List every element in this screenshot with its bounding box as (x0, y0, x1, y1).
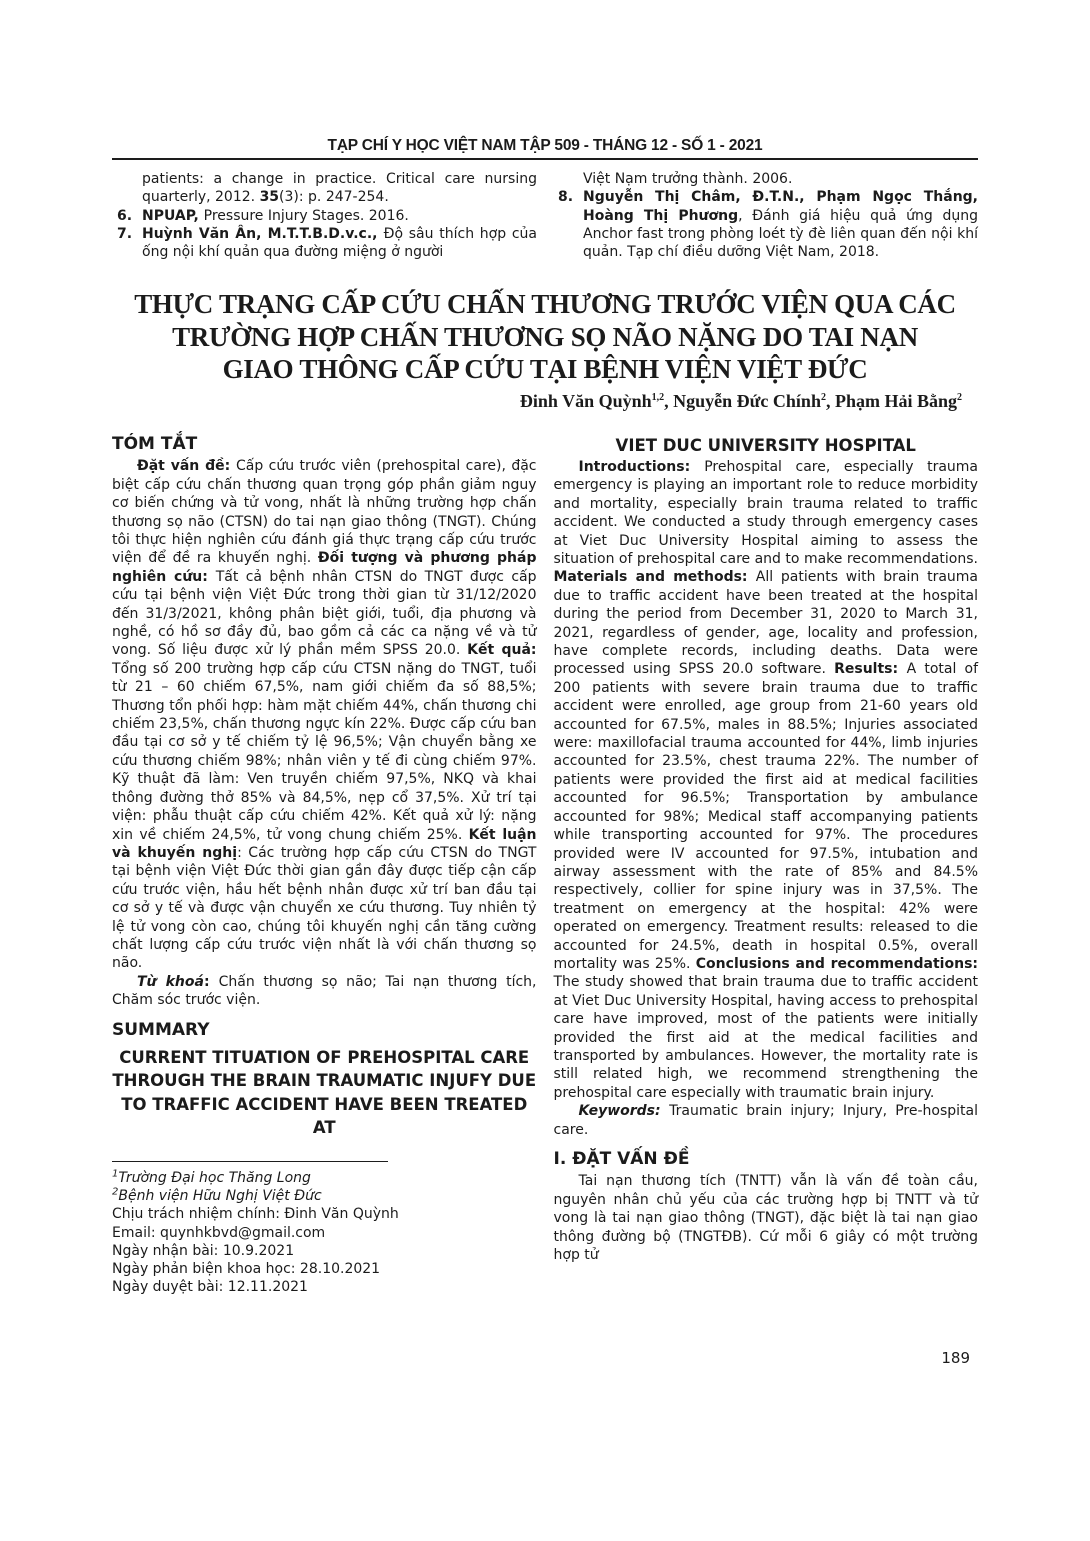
reference-number: 8. (558, 189, 574, 206)
footnote-accepted-date: Ngày duyệt bài: 12.11.2021 (112, 1279, 308, 1296)
right-column (554, 435, 979, 1296)
article-title-line: THỰC TRẠNG CẤP CỨU CHẤN THƯƠNG TRƯỚC VIỆN QUA CÁC (134, 289, 956, 320)
reference-item (112, 225, 537, 262)
footnote-affiliation-2: $^2$Bệnh viện Hữu Nghị Việt Đức (112, 1186, 322, 1205)
page-number: 189 (941, 1349, 970, 1367)
abstract-vi-heading: TÓM TẮT (112, 433, 198, 454)
footnote-rule (112, 1161, 388, 1162)
reference-text: NPUAP, Pressure Injury Stages. 2016. (142, 207, 409, 224)
article-title (112, 288, 978, 386)
left-column (112, 435, 537, 1296)
footnote-reviewed-date: Ngày phản biện khoa học: 28.10.2021 (112, 1261, 381, 1277)
reference-text: Việt Nạm trưởng thành. 2006. (583, 171, 793, 187)
body-columns (112, 435, 978, 1296)
footnote-corresponding-author: Chịu trách nhiệm chính: Đinh Văn Quỳnh (112, 1206, 399, 1223)
section-intro-heading: I. ĐẶT VẤN ĐỀ (553, 1149, 690, 1170)
abstract-vi-keywords: Từ khoá: Chấn thương sọ não; Tai nạn thương tích, Chăm sóc trước viện. (112, 973, 537, 1009)
section-intro-paragraph: Tai nạn thương tích (TNTT) vẫn là vấn đề toàn cầu, nguyên nhân chủ yếu của các trường hợp bị TNTT và tử vong là tai nạn giao thông (TNGT), đặc biệt là tai nạn giao thông đường bộ (TNGTĐB). Cứ mỗi 6 giây có một trường hợp tử (553, 1173, 978, 1264)
footnote-affiliation-1: $^1$Trường Đại học Thăng Long (112, 1168, 311, 1186)
reference-text: patients: a change in practice. Critical care nursing quarterly, 2012. 35(3): p. 247-254. (142, 171, 537, 206)
references-continued (112, 170, 978, 261)
article-title-line: TRƯỜNG HỢP CHẤN THƯƠNG SỌ NÃO NẶNG DO TAI NẠN (172, 321, 918, 352)
summary-title-right-part: VIET DUC UNIVERSITY HOSPITAL (615, 435, 916, 455)
footnote-email: Email: quynhkbvd@gmail.com (112, 1224, 326, 1241)
reference-number: 7. (117, 225, 133, 242)
abstract-en-body: Introductions: Prehospital care, especially trauma emergency is playing an important role to reduce morbidity and mortality, especially brain trauma related to traffic accident. We conducted a study through emergency cases at Viet Duc University Hospital aiming to assess the situation of prehospital care and to make recommendations. Materials and methods: All patients with brain trauma due to traffic accident have been treated at the hospital during the period from December 31, 2020 to March 31, 2021, regardless of gender, age, locality and profession, have complete records, including deaths. Data were processed using SPSS 20.0 software. Results: A total of 200 patients with severe brain trauma due to traffic accident were enrolled, age group from 21-60 years old accounted for 67.5%, males in 88.5%; Injuries associated were: maxillofacial trauma accounted for 44%, limb injuries accounted for 23.5%, chest trauma 22%. The number of patients were provided the first aid at medical facilities accounted for 96.5%; Transportation by ambulance accounted for 98%; Medical staff accompanying patients while transporting accounted for 97%. The procedures provided were IV accounted for 97.5%, intubation and airway assessment with the rate of 85% and 84.5% respectively, collier for spine injury was in 37,5%. The treatment on emergency at the hospital: 42% were operated on emergency. Treatment results: released to die accounted for 24.5%, death in hospital 0.5%, overall mortality was 25%. Conclusions and recommendations: The study showed that brain trauma due to traffic accident at Viet Duc University Hospital, having access to prehospital care have improved, most of the patients were initially provided the first aid at the medical facilities and transported by ambulances. However, the mortality rate is still related high, we recommend strengthening the prehospital care especially with traumatic brain injury. (553, 458, 979, 1101)
reference-item (553, 188, 978, 261)
reference-item (112, 170, 537, 207)
references-left-column (112, 170, 537, 261)
abstract-vi-body: Đặt vấn đề: Cấp cứu trước viên (prehospital care), đặc biệt cấp cứu chấn thương quan trọng góp phần giảm nguy cơ biến chứng và tử vong, nhất là những trường hợp chấn thương sọ não (CTSN) do tai nạn giao thông (TNGT). Chúng tôi thực hiện nghiên cứu đánh giá thực trạng cấp cứu trước viện để đề ra khuyến nghị. Đối tượng và phương pháp nghiên cứu: Tất cả bệnh nhân CTSN do TNGT được cấp cứu tại bệnh viện Việt Đức trong thời gian từ 31/12/2020 đến 31/3/2021, không phân biệt giới, tuổi, địa phương và nghề, có hồ sơ đầy đủ, bao gồm cả các ca nặng về và tử vong. Số liệu được xử lý phần mềm SPSS 20.0. Kết quả: Tổng số 200 trường hợp cấp cứu CTSN nặng do TNGT, tuổi từ 21 – 60 chiếm 67,5%, nam giới chiếm đa số 88,5%; Thương tổn phối hợp: hàm mặt chiếm 44%, chấn thương chi chiếm 23,5%, chấn thương ngực kín 22%. Được cấp cứu ban đầu tại cơ sở y tế chiếm tỷ lệ 96,5%; Vận chuyển bằng xe cứu thương chiếm 98%; nhân viên y tế đi cùng chiếm 97%. Kỹ thuật đã làm: Ven truyền chiếm 97,5%, NKQ và khai thông đường thở 85% và 84,5%, nẹp cổ 37,5%. Xử trí tại viện: phẫu thuật cấp cứu chiếm 42%. Kết quả xử lý: nặng xin về chiếm 24,5%, tử vong chung chiếm 25%. Kết luận và khuyến nghị: Các trường hợp cấp cứu CTSN do TNGT tại bệnh viện Việt Đức thời gian gần đây được tiếp cận cấp cứu trước viện, hầu hết bệnh nhân được xử trí ban đầu tại cơ sở y tế và được vận chuyển xe cứu thương. Tuy nhiên tỷ lệ tử vong còn cao, chúng tôi khuyến nghị cần tăng cường chất lượng cấp cứu trước viện nhất là với chấn thương sọ não. (112, 458, 537, 972)
journal-running-head: TẠP CHÍ Y HỌC VIỆT NAM TẬP 509 - THÁNG 12 - SỐ 1 - 2021 (327, 137, 763, 154)
reference-number: 6. (117, 207, 133, 224)
summary-title-left-part: CURRENT TITUATION OF PREHOSPITAL CARE THROUGH THE BRAIN TRAUMATIC INJUFY DUE TO TRAFFIC ACCIDENT HAVE BEEN TREATED AT (112, 1047, 537, 1138)
reference-item (553, 170, 978, 188)
summary-heading: SUMMARY (112, 1019, 210, 1040)
page-content (0, 137, 1090, 1296)
author-byline: Đinh Văn Quỳnh$^{1,2}$, Nguyễn Đức Chính$^2$, Phạm Hải Bằng$^2$ (519, 390, 962, 411)
abstract-en-keywords: Keywords: Traumatic brain injury; Injury, Pre-hospital care. (553, 1103, 978, 1138)
reference-item (112, 207, 537, 225)
references-right-column (553, 170, 978, 261)
article-title-line: GIAO THÔNG CẤP CỨU TẠI BỆNH VIỆN VIỆT ĐỨC (222, 354, 868, 385)
header-rule (112, 158, 978, 160)
reference-text: Nguyễn Thị Châm, Đ.T.N., Phạm Ngọc Thắng, Hoàng Thị Phương, Đánh giá hiệu quả ứng dụng Anchor fast trong phòng loét tỳ đè liên quan đến nội khí quản. Tạp chí điều dưỡng Việt Nam, 2018. (583, 189, 978, 261)
footnote-block (112, 1161, 537, 1296)
reference-text: Huỳnh Văn Ân, M.T.T.B.D.v.c., Độ sâu thích hợp của ống nội khí quản qua đường miệng ở người (142, 225, 537, 261)
footnote-received-date: Ngày nhận bài: 10.9.2021 (112, 1242, 295, 1259)
